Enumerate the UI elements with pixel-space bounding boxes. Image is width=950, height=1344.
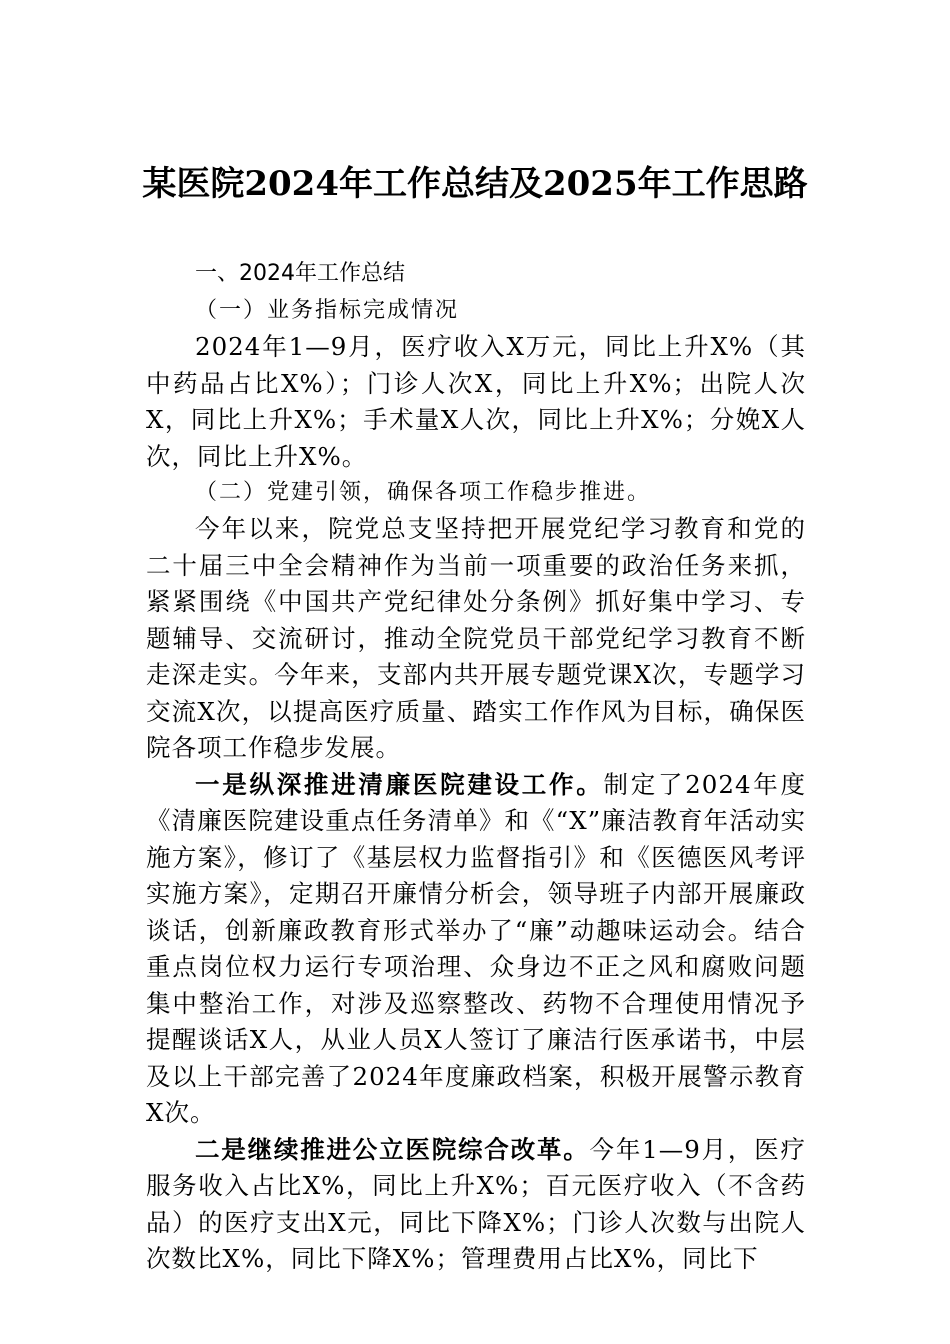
paragraph-lead-hospital-reform: 二是继续推进公立医院综合改革。 (195, 1134, 590, 1164)
paragraph-party-building: 今年以来，院党总支坚持把开展党纪学习教育和党的二十届三中全会精神作为当前一项重要的政治任务来抓，紧紧围绕《中国共产党纪律处分条例》抓好集中学习、专题辅导、交流研讨，推动全院党员干部党纪学习教育不断走深走实。今年来，支部内共开展专题党课X次，专题学习交流X次，以提高医疗质量、踏实工作作风为目标，确保医院各项工作稳步发展。 (146, 514, 806, 762)
document-title: 某医院2024年工作总结及2025年工作思路 (142, 164, 808, 204)
section-heading-2024-summary: 一、2024年工作总结 (195, 261, 405, 286)
document-body (146, 255, 806, 1278)
paragraph-hospital-reform (146, 1132, 806, 1278)
paragraph-body-hospital-reform: 今年1—9月，医疗服务收入占比X%，同比上升X%；百元医疗收入（不含药品）的医疗支出X元，同比下降X%；门诊人次数与出院人次数比X%，同比下降X%；管理费用占比X%，同比下 (146, 1134, 806, 1273)
subsection-heading-business-indicators: （一）业务指标完成情况 (195, 298, 460, 323)
paragraph-body-clean-hospital: 制定了2024年度《清廉医院建设重点任务清单》和《“X”廉洁教育年活动实施方案》，修订了《基层权力监督指引》和《医德医风考评实施方案》，定期召开廉情分析会，领导班子内部开展廉政谈话，创新廉政教育形式举办了“廉”动趣味运动会。结合重点岗位权力运行专项治理、众身边不正之风和腐败问题集中整治工作，对涉及巡察整改、药物不合理使用情况予提醒谈话X人，从业人员X人签订了廉洁行医承诺书，中层及以上干部完善了2024年度廉政档案，积极开展警示教育X次。 (146, 769, 806, 1127)
paragraph-clean-hospital (146, 767, 806, 1132)
subsection-heading-party-building: （二）党建引领，确保各项工作稳步推进。 (195, 480, 652, 505)
paragraph-lead-clean-hospital: 一是纵深推进清廉医院建设工作。 (195, 769, 604, 799)
paragraph-business-indicators: 2024年1—9月，医疗收入X万元，同比上升X%（其中药品占比X%）；门诊人次X，同比上升X%；出院人次X，同比上升X%；手术量X人次，同比上升X%；分娩X人次，同比上升X%。 (146, 332, 806, 471)
